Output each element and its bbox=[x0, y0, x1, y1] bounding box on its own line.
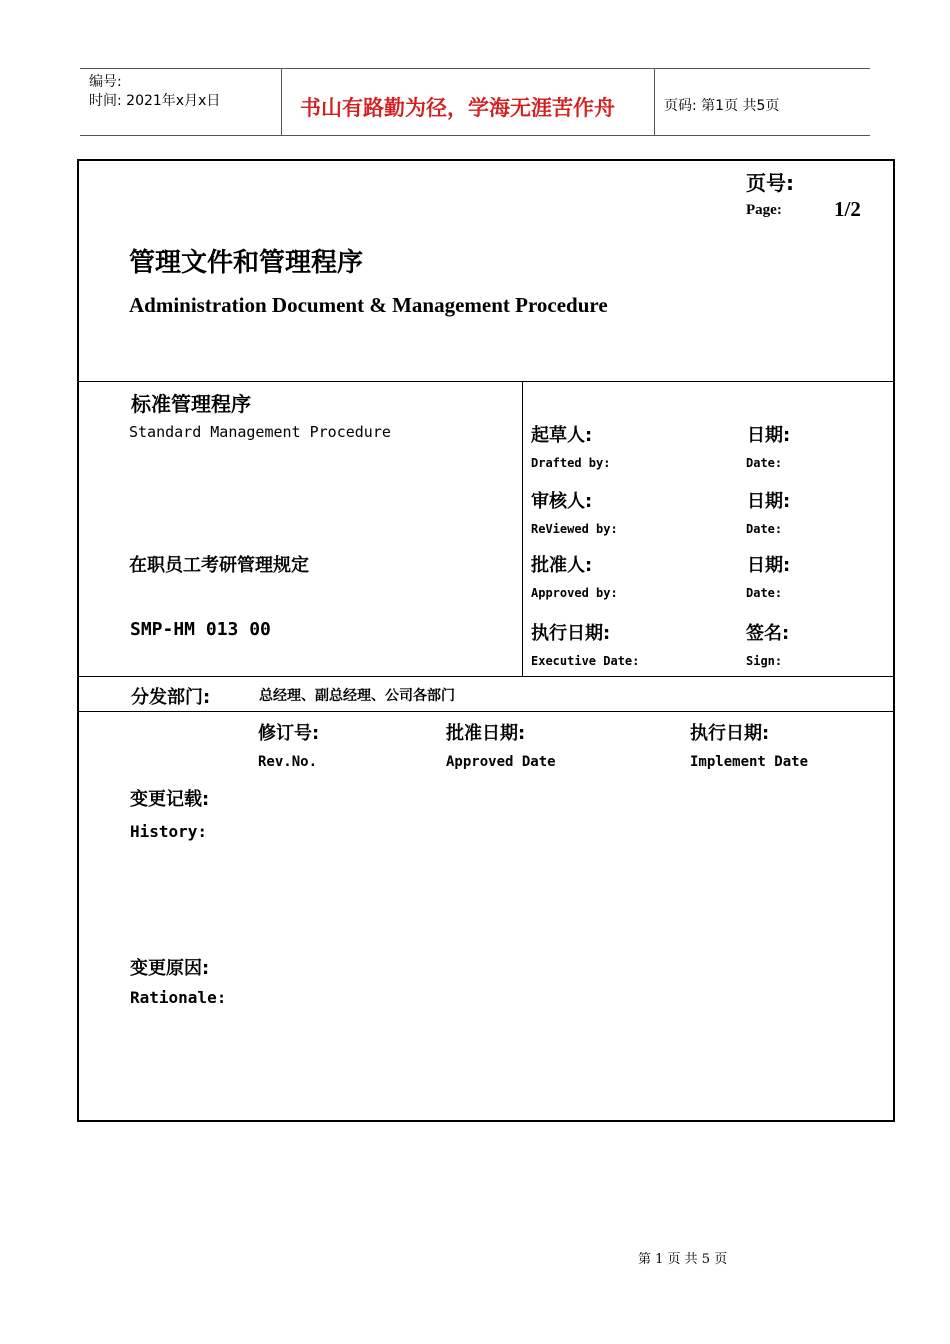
approved-date-en: Date: bbox=[746, 586, 783, 600]
doc-code: SMP-HM 013 00 bbox=[130, 619, 271, 640]
doc-title-cn: 管理文件和管理程序 bbox=[129, 248, 364, 278]
drafted-date-cn: 日期: bbox=[747, 425, 791, 446]
header-number-label: 编号: bbox=[89, 74, 122, 90]
approved-by-cn: 批准人: bbox=[531, 555, 593, 576]
history-cn: 变更记载: bbox=[130, 789, 210, 810]
page-number-value: 1/2 bbox=[834, 197, 861, 221]
page-number-cn: 页号: bbox=[746, 171, 794, 195]
reviewed-by-en: ReViewed by: bbox=[531, 522, 618, 536]
header-divider-right bbox=[654, 68, 655, 136]
header-bottom-rule bbox=[80, 135, 870, 136]
rule-info-bottom bbox=[77, 676, 895, 677]
header-top-rule bbox=[80, 68, 870, 69]
approved-by-en: Approved by: bbox=[531, 586, 618, 600]
approved-date-cn: 日期: bbox=[747, 555, 791, 576]
header-motto: 书山有路勤为径，学海无涯苦作舟 bbox=[300, 95, 615, 120]
reviewed-date-cn: 日期: bbox=[747, 491, 791, 512]
approved-date-header-cn: 批准日期: bbox=[446, 723, 526, 744]
executive-date-cn: 执行日期: bbox=[531, 623, 611, 644]
page-number-en: Page: bbox=[746, 202, 782, 218]
rev-no-en: Rev.No. bbox=[258, 754, 318, 770]
rev-no-cn: 修订号: bbox=[258, 723, 320, 744]
implement-date-header-cn: 执行日期: bbox=[690, 723, 770, 744]
implement-date-header-en: Implement Date bbox=[690, 754, 809, 770]
doc-title-en: Administration Document & Management Procedure bbox=[129, 293, 608, 317]
header-divider-left bbox=[281, 68, 282, 136]
footer-page-number: 第 1 页 共 5 页 bbox=[638, 1252, 728, 1267]
rule-title-bottom bbox=[77, 381, 895, 382]
drafted-by-en: Drafted by: bbox=[531, 456, 611, 470]
rationale-en: Rationale: bbox=[130, 988, 227, 1007]
rationale-cn: 变更原因: bbox=[130, 958, 210, 979]
drafted-by-cn: 起草人: bbox=[531, 425, 593, 446]
history-en: History: bbox=[130, 822, 208, 841]
distribution-value: 总经理、副总经理、公司各部门 bbox=[259, 688, 455, 704]
executive-date-en: Executive Date: bbox=[531, 654, 640, 668]
header-time-label: 时间: 2021年x月x日 bbox=[89, 93, 221, 109]
sign-cn: 签名: bbox=[746, 623, 790, 644]
sign-en: Sign: bbox=[746, 654, 783, 668]
approved-date-header-en: Approved Date bbox=[446, 754, 556, 770]
header-page-label: 页码: 第1页 共5页 bbox=[664, 98, 780, 114]
rule-info-divider bbox=[522, 381, 523, 677]
reviewed-by-cn: 审核人: bbox=[531, 491, 593, 512]
rule-distribution-bottom bbox=[77, 711, 895, 712]
doc-name: 在职员工考研管理规定 bbox=[129, 555, 309, 576]
distribution-label: 分发部门: bbox=[131, 687, 211, 708]
smp-title-en: Standard Management Procedure bbox=[129, 423, 391, 441]
drafted-date-en: Date: bbox=[746, 456, 783, 470]
smp-title-cn: 标准管理程序 bbox=[131, 392, 251, 416]
reviewed-date-en: Date: bbox=[746, 522, 783, 536]
